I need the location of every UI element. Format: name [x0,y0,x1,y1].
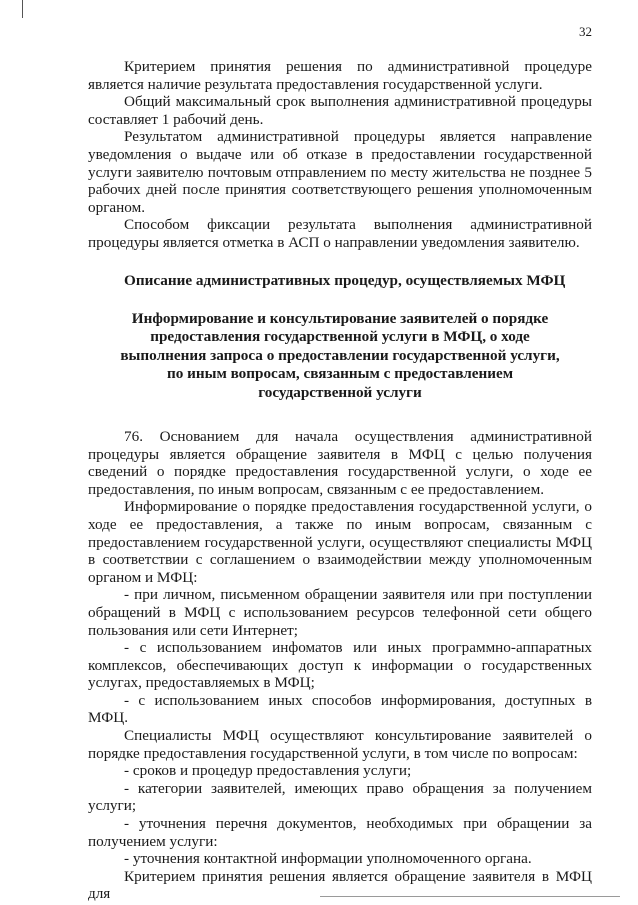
list-item-documents: - уточнения перечня документов, необходимых при обращении за получением услуги: [88,815,592,850]
subsection-heading-line: предоставления государственной услуги в МФЦ, о ходе [150,328,530,346]
paragraph-max-duration: Общий максимальный срок выполнения административной процедуры составляет 1 рабочий день. [88,93,592,128]
subsection-heading-line: по иным вопросам, связанным с предоставлением [166,365,514,383]
page-number: 32 [579,24,592,39]
paragraph-76-basis: 76. Основанием для начала осуществления административной процедуры является обращение заявителя в МФЦ с целью получения сведений о порядке предоставления государственной услуги, о ходе ее предоставления, по иным вопросам, связанным с ее предоставлением. [88,427,592,498]
section-heading: Описание административных процедур, осуществляемых МФЦ [124,271,566,289]
document-body [88,58,592,903]
paragraph-procedure-result: Результатом административной процедуры является направление уведомления о выдаче или об отказе в предоставлении государственной услуги заявителю почтовым отправлением по месту жительства не позднее 5 рабочих дней после принятия соответствующего решения уполномоченным органом. [88,128,592,216]
list-item-categories: - категории заявителей, имеющих право обращения за получением услуги; [88,779,592,815]
paragraph-decision-criterion-mfc: Критерием принятия решения является обращение заявителя в МФЦ для [88,867,592,903]
list-item-personal-request: - при личном, письменном обращении заявителя или при поступлении обращений в МФЦ с использованием ресурсов телефонной сети общего пользования или сети Интернет; [88,586,592,639]
list-item-other-methods: - с использованием иных способов информирования, доступных в МФЦ. [88,691,592,727]
subsection-heading-line: выполнения запроса о предоставлении государственной услуги, [120,346,560,364]
scan-edge-mark [22,0,23,18]
list-item-contacts: - уточнения контактной информации уполномоченного органа. [124,850,532,868]
paragraph-decision-criterion: Критерием принятия решения по административной процедуре является наличие результата предоставления государственной услуги. [88,58,592,93]
subsection-heading-line: государственной услуги [258,383,422,401]
paragraph-consulting: Специалисты МФЦ осуществляют консультирование заявителей о порядке предоставления государственной услуги, в том числе по вопросам: [88,727,592,762]
list-item-terms: - сроков и процедур предоставления услуги; [124,762,412,780]
subsection-heading [88,310,592,402]
paragraph-informing: Информирование о порядке предоставления государственной услуги, о ходе ее предоставления, а также по иным вопросам, связанным с предоставлением государственной услуги, осуществляют специалисты МФЦ в соответствии с соглашением о взаимодействии между уполномоченным органом и МФЦ: [88,498,592,586]
subsection-heading-line: Информирование и консультирование заявителей о порядке [131,309,549,327]
paragraph-result-recording: Способом фиксации результата выполнения административной процедуры является отметка в АСП о направлении уведомления заявителю. [88,216,592,251]
list-item-infomats: - с использованием инфоматов или иных программно-аппаратных комплексов, обеспечивающих доступ к информации о государственных услугах, предоставляемых в МФЦ; [88,639,592,692]
scan-bottom-line [320,896,620,897]
